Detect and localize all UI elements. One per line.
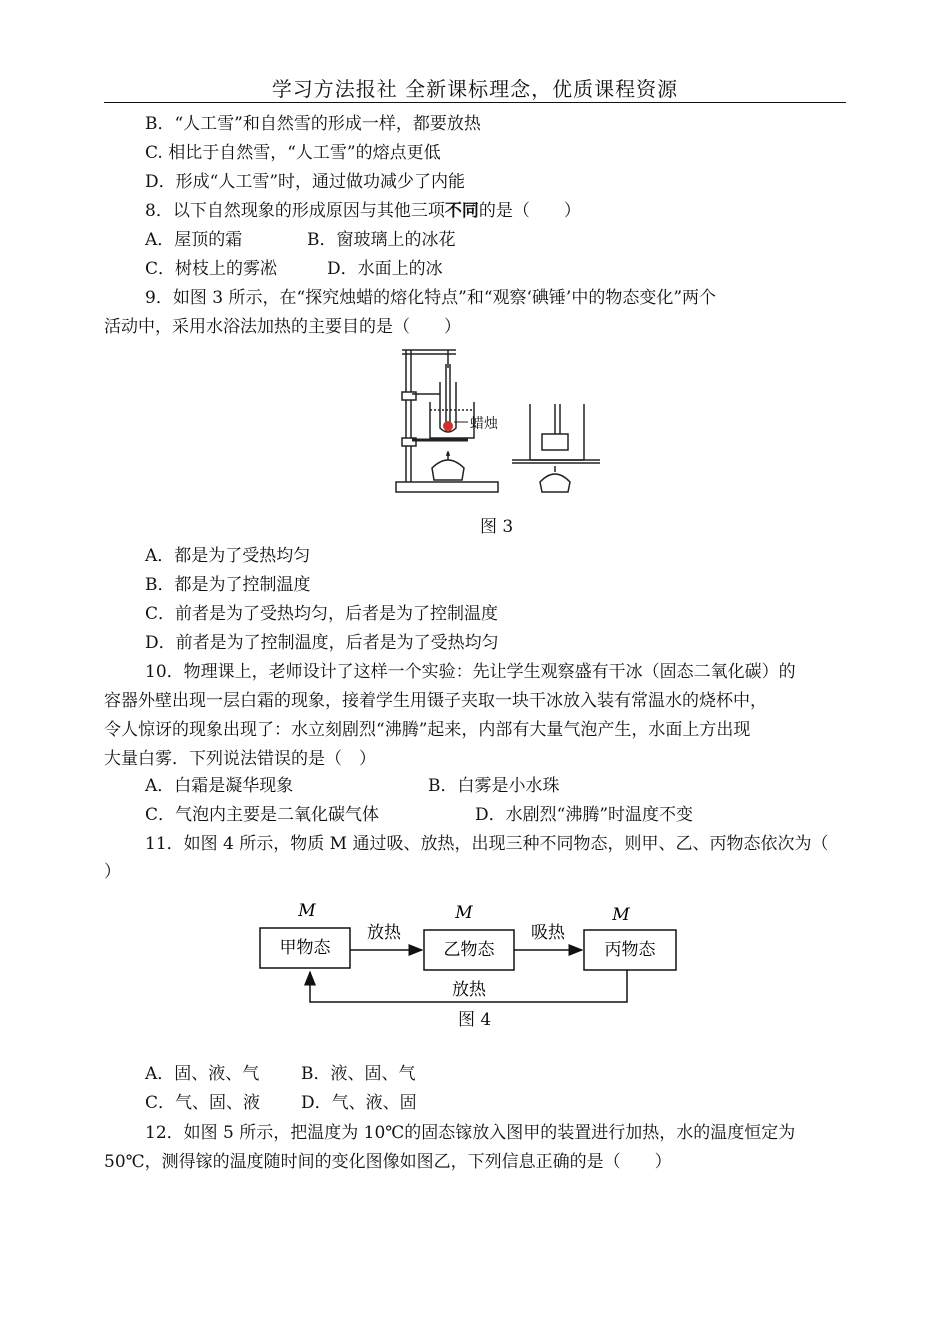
q11-stem-line1: 11．如图 4 所示，物质 M 通过吸、放热，出现三种不同物态，则甲、乙、丙物态依次为（ — [145, 834, 829, 854]
box-jia-label: 甲物态 — [279, 938, 331, 958]
box-yi-label: 乙物态 — [443, 940, 495, 960]
q8-stem-post: 的是（ ） — [478, 201, 581, 221]
q8-options-ab — [145, 228, 887, 252]
q10-option-a: A．白霜是凝华现象 — [145, 776, 294, 796]
candle-wax-dot — [443, 421, 453, 431]
q10-options-cd — [145, 803, 887, 827]
q8-stem-emphasis: 不同 — [444, 201, 479, 221]
q11-option-b: B．液、固、气 — [301, 1064, 416, 1084]
q10-option-c: C．气泡内主要是二氧化碳气体 — [145, 805, 380, 825]
q10-options-ab — [145, 774, 887, 798]
q11-options-ab — [145, 1062, 887, 1086]
q8-option-a: A．屋顶的霜 — [145, 230, 243, 250]
figure-3-apparatus — [392, 342, 602, 502]
q8-stem-pre: 8．以下自然现象的形成原因与其他三项 — [145, 201, 445, 221]
box1-m-label: M — [298, 901, 316, 921]
arrow-yi-to-bing-label: 吸热 — [531, 923, 565, 943]
q11-stem-line2: ） — [104, 862, 121, 882]
q11-option-a: A．固、液、气 — [145, 1064, 260, 1084]
q8-option-c: C．树枝上的雾凇 — [145, 259, 278, 279]
arrow-jia-to-yi-label: 放热 — [367, 923, 401, 943]
q7-option-b: B．“人工雪”和自然雪的形成一样，都要放热 — [145, 114, 481, 134]
q9-stem-line2: 活动中，采用水浴法加热的主要目的是（ ） — [104, 317, 461, 337]
q9-option-d: D．前者是为了控制温度，后者是为了受热均匀 — [145, 633, 499, 653]
arrow-bing-to-jia-label: 放热 — [452, 980, 486, 1000]
q10-option-d: D．水剧烈“沸腾”时温度不变 — [475, 805, 694, 825]
figure-3-caption: 图 3 — [480, 517, 514, 537]
q10-option-b: B．白雾是小水珠 — [428, 776, 560, 796]
q10-stem-line3: 令人惊讶的现象出现了：水立刻剧烈“沸腾”起来，内部有大量气泡产生，水面上方出现 — [104, 720, 751, 740]
q9-option-a: A．都是为了受热均匀 — [145, 546, 311, 566]
box3-m-label: M — [612, 905, 630, 925]
q9-stem-line1: 9．如图 3 所示，在“探究烛蜡的熔化特点”和“观察‘碘锤’中的物态变化”两个 — [145, 288, 717, 308]
q7-option-c: C. 相比于自然雪，“人工雪”的熔点更低 — [145, 143, 441, 163]
q8-option-d: D．水面上的冰 — [327, 259, 443, 279]
page-header: 学习方法报社 全新课标理念，优质课程资源 — [104, 76, 846, 103]
q10-stem-line2: 容器外壁出现一层白霜的现象，接着学生用镊子夹取一块干冰放入装有常温水的烧杯中， — [104, 691, 767, 711]
q12-stem-line2: 50℃，测得镓的温度随时间的变化图像如图乙，下列信息正确的是（ ） — [104, 1152, 672, 1172]
q10-stem-line1: 10．物理课上，老师设计了这样一个实验：先让学生观察盛有干冰（固态二氧化碳）的 — [145, 662, 796, 682]
iodine-hammer-setup — [512, 404, 600, 492]
q11-options-cd — [145, 1091, 887, 1115]
q8-stem — [145, 199, 887, 223]
q12-stem-line1: 12．如图 5 所示，把温度为 10℃的固态镓放入图甲的装置进行加热，水的温度恒定为 — [145, 1123, 796, 1143]
box2-m-label: M — [455, 903, 473, 923]
q8-option-b: B．窗玻璃上的冰花 — [307, 230, 456, 250]
figure-4-caption: 图 4 — [458, 1010, 492, 1030]
q11-option-c: C．气、固、液 — [145, 1093, 261, 1113]
q7-option-d: D．形成“人工雪”时，通过做功减少了内能 — [145, 172, 466, 192]
q9-option-b: B．都是为了控制温度 — [145, 575, 311, 595]
figure-4-state-diagram — [250, 896, 690, 1008]
q8-options-cd — [145, 257, 887, 281]
candle-label: 蜡烛 — [470, 416, 498, 432]
flame-icon — [446, 451, 450, 456]
box-bing-label: 丙物态 — [604, 940, 656, 960]
q11-option-d: D．气、液、固 — [301, 1093, 417, 1113]
q9-option-c: C．前者是为了受热均匀，后者是为了控制温度 — [145, 604, 499, 624]
q10-stem-line4: 大量白雾．下列说法错误的是（ ） — [104, 749, 376, 769]
